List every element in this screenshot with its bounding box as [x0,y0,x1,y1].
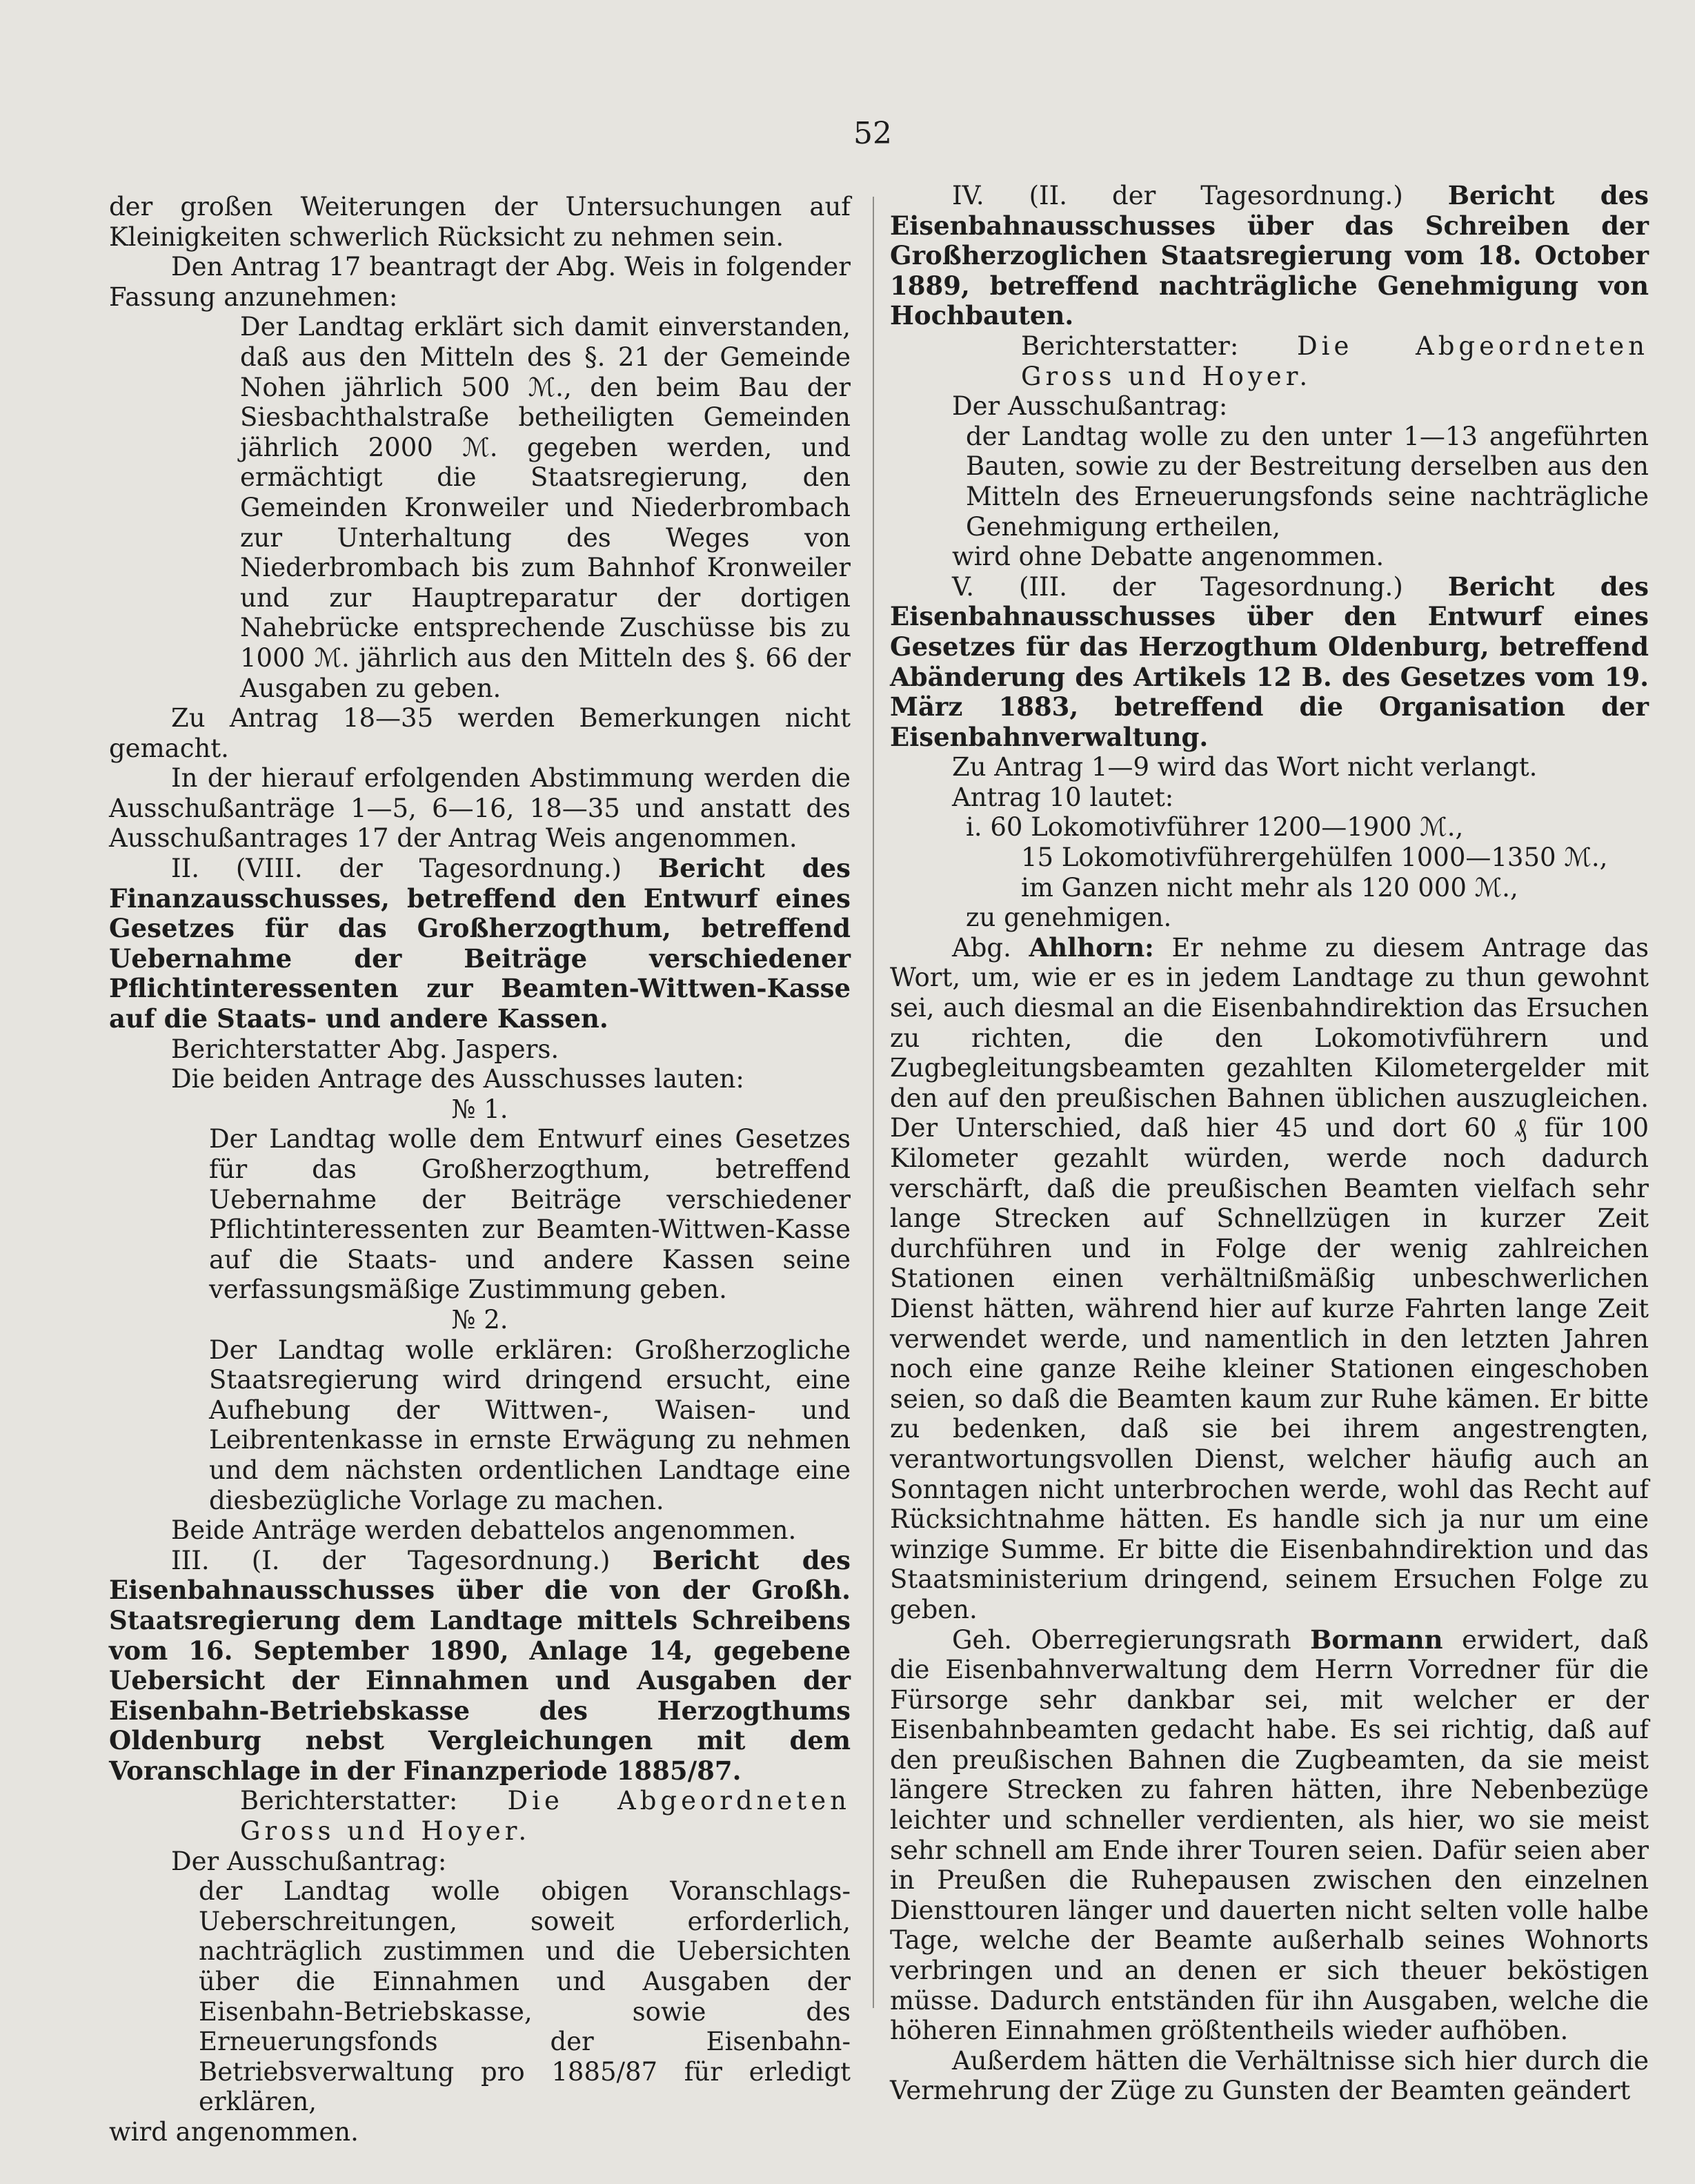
continuation-paragraph: der großen Weiterungen der Untersuchungen auf Kleinigkeiten schwerlich Rücksicht zu nehmen sein. [109,192,851,252]
bormann-text: erwidert, daß die Eisenbahnverwaltung dem Herrn Vorredner für die Fürsorge sehr dankbar sei, mit welcher er der Eisenbahnbeamten gedacht habe. Es sei richtig, daß auf den preußischen Bahnen die Zugbeamten, da sie meist längere Strecken zu fahren hätten, ihre Nebenbezüge leichter und schneller verdienten, als hier, wo sie meist sehr schnell am Ende ihrer Touren seien. Dafür seien aber in Preußen die Ruhepausen zwischen den einzelnen Diensttouren länger und dauerten nicht selten volle halbe Tage, welche der Beamte außerhalb seines Wohnorts verbringen und an denen er sich theuer beköstigen müsse. Dadurch entständen für ihn Ausgaben, welche die höheren Einnahmen größtentheils wieder aufhöben. [890,1624,1649,2046]
section-3-antrag: der Landtag wolle obigen Voranschlags-Ueberschreitungen, soweit erforderlich, nachträglich zustimmen und die Uebersichten über die Einnahmen und Ausgaben der Eisenbahn-Betriebskasse, sowie des Erneuerungsfonds der Eisenbahn-Betriebsverwaltung pro 1885/87 für erledigt erklären, [199,1876,851,2117]
section-4-reporter-line [890,331,1649,391]
section-4-antrag: der Landtag wolle zu den unter 1—13 angeführten Bauten, sowie zu der Bestreitung derselben aus den Mitteln des Erneuerungsfonds seine nachträgliche Genehmigung ertheilen, [966,421,1649,542]
section-3-result: wird angenommen. [109,2117,359,2147]
section-4-lead: IV. (II. der Tagesordnung.) [952,181,1403,210]
left-column [109,192,851,2147]
section-5-heading [890,572,1649,753]
column-divider [873,197,874,2008]
section-3-reporter: Die Abgeordneten Gross und Hoyer. [240,1786,851,1847]
section-5-title: Bericht des Eisenbahnausschusses über den Entwurf eines Gesetzes für das Herzogthum Oldenburg, betreffend Abänderung des Artikels 12 B. des Gesetzes vom 19. März 1883, betreffend die Organisation der Eisenbahnverwaltung. [890,571,1649,752]
bormann-lead: Geh. Oberregierungsrath [952,1624,1291,1655]
page-number: 52 [853,116,892,151]
section-4-title: Bericht des Eisenbahnausschusses über das Schreiben der Großherzoglichen Staatsregierung vom 18. October 1889, betreffend nachträgliche Genehmigung von Hochbauten. [890,180,1649,331]
section-5-item-1: i. 60 Lokomotivführer 1200—1900 ℳ., [966,812,1464,843]
section-4-result: wird ohne Debatte angenommen. [952,542,1385,572]
section-5-item-3: im Ganzen nicht mehr als 120 000 ℳ., [1021,872,1518,903]
section-4-antrag-label: Der Ausschußantrag: [952,391,1228,422]
right-column [890,181,1649,2106]
section-2-title: Bericht des Finanzausschusses, betreffend den Entwurf eines Gesetzes für das Großherzogthum, betreffend Uebernahme der Beiträge verschiedener Pflichtinteressenten zur Beamten-Wittwen-Kasse auf die Staats- und andere Kassen. [109,853,851,1034]
section-3-reporter-label: Berichterstatter: [240,1786,458,1816]
section-5-paragraph-1: Zu Antrag 1—9 wird das Wort nicht verlangt. [952,752,1538,783]
section-2-number-1: № 1. [451,1094,508,1124]
section-5-item-4: zu genehmigen. [966,903,1172,933]
section-2-number-2: № 2. [451,1304,508,1335]
section-4-heading [890,181,1649,331]
ahlhorn-text: Er nehme zu diesem Antrage das Wort, um, wie er es in jedem Landtage zu thun gewohnt sei, auch diesmal an die Eisenbahndirektion das Ersuchen zu richten, die den Lokomotivführern und Zugbegleitungsbeamten gezahlten Kilometergelder mit den auf den preußischen Bahnen üblichen auszugleichen. Der Unterschied, daß hier 45 und dort 60 ₰ für 100 Kilometer gezahlt würden, werde noch dadurch verschärft, daß die preußischen Beamten vielfach sehr lange Strecken auf Schnellzügen in kurzer Zeit durchführen und in Folge der wenig zahlreichen Stationen einen verhältnißmäßig unbeschwerlichen Dienst hätten, während hier auf kurze Fahrten lange Zeit verwendet werde, und namentlich in den letzten Jahren noch eine ganze Reihe kleiner Stationen eingeschoben seien, so daß die Beamten kaum zur Ruhe kämen. Er bitte zu bedenken, daß sie bei ihrem angestrengten, verantwortungsvollen Dienst, welcher häufig auch an Sonntagen nicht unterbrochen werde, wohl das Recht auf Rücksichtnahme hätten. Es handle sich ja nur um eine winzige Summe. Er bitte die Eisenbahndirektion und das Staatsministerium dringend, seinem Ersuchen Folge zu geben. [890,932,1649,1624]
bormann-paragraph [890,1625,1649,2046]
section-2-intro: Die beiden Antrage des Ausschusses lauten: [171,1064,744,1094]
section-5-item-2: 15 Lokomotivführergehülfen 1000—1350 ℳ., [1021,843,1608,873]
antrag17-text: Der Landtag erklärt sich damit einverstanden, daß aus den Mitteln des §. 21 der Gemeinde Nohen jährlich 500 ℳ., den beim Bau der Siesbachthalstraße betheiligten Gemeinden jährlich 2000 ℳ. gegeben werden, und ermächtigt die Staatsregierung, den Gemeinden Kronweiler und Niederbrombach zur Unterhaltung des Weges von Niederbrombach bis zum Bahnhof Kronweiler und zur Hauptreparatur der dortigen Nahebrücke entsprechende Zuschüsse bis zu 1000 ℳ. jährlich aus den Mitteln des §. 66 der Ausgaben zu geben. [240,312,851,703]
section-2-number-1-text: Der Landtag wolle dem Entwurf eines Gesetzes für das Großherzogthum, betreffend Uebernahme der Beiträge verschiedener Pflichtinteressenten zur Beamten-Wittwen-Kasse auf die Staats- und andere Kassen seine verfassungsmäßige Zustimmung geben. [209,1124,851,1305]
section-3-heading [109,1546,851,1787]
ahlhorn-paragraph [890,933,1649,1625]
antrag17-paragraph: Den Antrag 17 beantragt der Abg. Weis in folgender Fassung anzunehmen: [109,252,851,312]
section-2-reporter: Berichterstatter Abg. Jaspers. [171,1034,559,1064]
section-2-result: Beide Anträge werden debattelos angenommen. [171,1515,797,1546]
ahlhorn-lead: Abg. [952,932,1011,963]
section-5-paragraph-2: Antrag 10 lautet: [952,782,1174,812]
section-2-lead: II. (VIII. der Tagesordnung.) [171,854,622,884]
bormann-speaker: Bormann [1310,1624,1443,1655]
ahlhorn-speaker: Ahlhorn: [1029,932,1154,963]
final-paragraph: Außerdem hätten die Verhältnisse sich hier durch die Vermehrung der Züge zu Gunsten der Beamten geändert [890,2045,1649,2106]
section-5-lead: V. (III. der Tagesordnung.) [952,571,1403,602]
section-4-reporter: Die Abgeordneten Gross und Hoyer. [1021,331,1649,391]
section-3-lead: III. (I. der Tagesordnung.) [171,1545,611,1575]
section-2-number-2-text: Der Landtag wolle erklären: Großherzogliche Staatsregierung wird dringend ersucht, eine Aufhebung der Wittwen-, Waisen- und Leibrentenkasse in ernste Erwägung zu nehmen und dem nächsten ordentlichen Landtage eine diesbezügliche Vorlage zu machen. [209,1335,851,1515]
section-2-heading [109,854,851,1034]
abstimmung-paragraph: In der hierauf erfolgenden Abstimmung werden die Ausschußanträge 1—5, 6—16, 18—35 und anstatt des Ausschußantrages 17 der Antrag Weis angenommen. [109,763,851,854]
section-3-reporter-line [109,1786,851,1846]
section-3-title: Bericht des Eisenbahnausschusses über die von der Großh. Staatsregierung dem Landtage mittels Schreibens vom 16. September 1890, Anlage 14, gegebene Uebersicht der Einnahmen und Ausgaben der Eisenbahn-Betriebskasse des Herzogthums Oldenburg nebst Vergleichungen mit dem Voranschlage in der Finanzperiode 1885/87. [109,1544,851,1786]
section-3-antrag-label: Der Ausschußantrag: [171,1846,447,1876]
antrag18-paragraph: Zu Antrag 18—35 werden Bemerkungen nicht gemacht. [109,703,851,763]
section-4-reporter-label: Berichterstatter: [1021,331,1239,361]
